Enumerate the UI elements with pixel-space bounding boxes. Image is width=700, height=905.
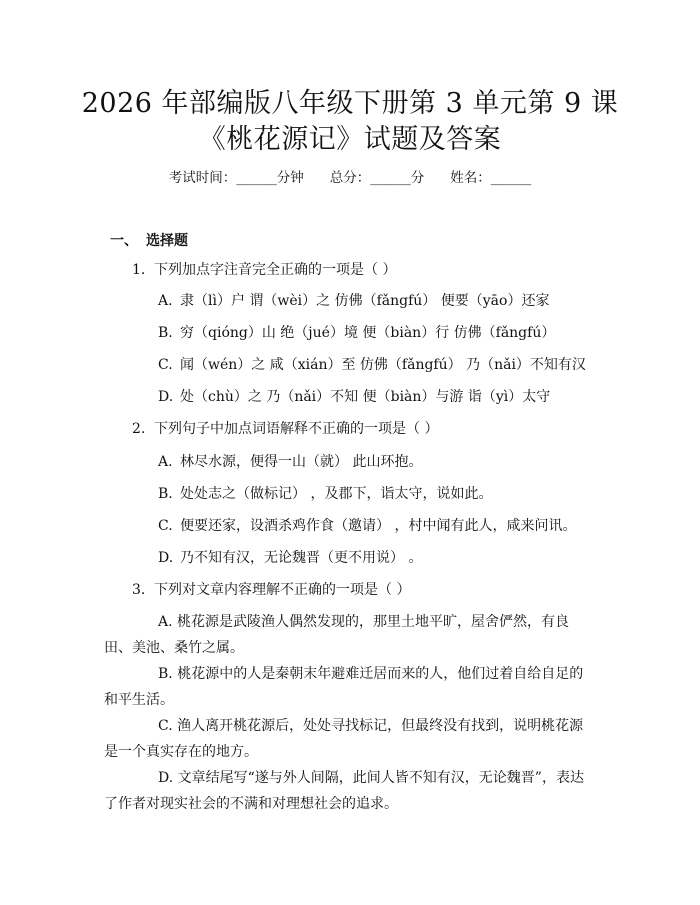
option-letter: B. [158, 666, 173, 682]
page-title-line1: 2026 年部编版八年级下册第 3 单元第 9 课 [81, 88, 619, 119]
question-3-stem [132, 579, 410, 601]
question-number: 3. [132, 582, 146, 598]
option-letter: A. [158, 454, 173, 470]
option-letter: C. [158, 718, 173, 734]
option-text: 穷（qióng）山 绝（jué）境 便（biàn）行 仿佛（fǎngfú） [180, 325, 556, 341]
option-text: 处处志之（做标记） ，及郡下，诣太守，说如此。 [180, 486, 493, 502]
exam-info-row [0, 167, 700, 189]
question-3-option-a [104, 609, 594, 661]
option-letter: C. [158, 357, 173, 373]
option-letter: B. [158, 486, 173, 502]
question-1-option-d [158, 386, 550, 408]
option-text: 桃花源是武陵渔人偶然发现的，那里土地平旷，屋舍俨然，有良田、美池、桑竹之属。 [104, 614, 570, 656]
total-score-field: 总分：______分 [329, 170, 425, 186]
option-text: 乃不知有汉，无论魏晋（更不用说） 。 [180, 550, 423, 566]
question-3-option-c [104, 713, 594, 765]
option-letter: C. [158, 518, 173, 534]
question-number: 2. [132, 421, 146, 437]
question-text: 下列加点字注音完全正确的一项是（ ） [154, 262, 397, 278]
option-text: 桃花源中的人是秦朝末年避难迁居而来的人，他们过着自给自足的和平生活。 [104, 666, 584, 708]
section-title: 选择题 [146, 233, 188, 249]
question-3-option-d [104, 765, 594, 817]
page-title-line2: 《桃花源记》试题及答案 [198, 124, 502, 155]
option-letter: D. [158, 550, 174, 566]
option-letter: D. [158, 770, 174, 786]
option-letter: D. [158, 389, 174, 405]
option-text: 便要还家，设酒杀鸡作食（邀请） ，村中闻有此人，咸来问讯。 [180, 518, 577, 534]
option-text: 文章结尾写“遂与外人间隔，此间人皆不知有汉，无论魏晋”，表达了作者对现实社会的不满和对理想社会的追求。 [104, 770, 584, 812]
question-2-option-d [158, 547, 422, 569]
question-2-option-b [158, 483, 492, 505]
option-text: 渔人离开桃花源后，处处寻找标记，但最终没有找到，说明桃花源是一个真实存在的地方。 [104, 718, 584, 760]
section-number: 一、 [110, 233, 138, 249]
option-text: 处（chù）之 乃（nǎi）不知 便（biàn）与游 诣（yì）太守 [180, 389, 551, 405]
question-text: 下列句子中加点词语解释不正确的一项是（ ） [154, 421, 439, 437]
option-letter: B. [158, 325, 173, 341]
question-1-stem [132, 259, 396, 281]
section-heading [110, 230, 188, 252]
question-1-option-b [158, 322, 555, 344]
question-3-option-b [104, 661, 594, 713]
option-text: 隶（lì）户 谓（wèi）之 仿佛（fǎngfú） 便要（yāo）还家 [180, 293, 550, 309]
question-1-option-c [158, 354, 586, 376]
option-text: 闻（wén）之 咸（xián）至 仿佛（fǎngfú） 乃（nǎi）不知有汉 [180, 357, 586, 373]
question-number: 1. [132, 262, 146, 278]
question-2-option-c [158, 515, 576, 537]
student-name-field: 姓名：______ [450, 170, 532, 186]
option-letter: A. [158, 614, 173, 630]
option-letter: A. [158, 293, 173, 309]
option-text: 林尽水源，便得一山（就） 此山环抱。 [180, 454, 423, 470]
exam-time-field: 考试时间：______分钟 [168, 170, 304, 186]
question-2-stem [132, 418, 438, 440]
question-1-option-a [158, 290, 549, 312]
question-text: 下列对文章内容理解不正确的一项是（ ） [154, 582, 411, 598]
question-2-option-a [158, 451, 422, 473]
